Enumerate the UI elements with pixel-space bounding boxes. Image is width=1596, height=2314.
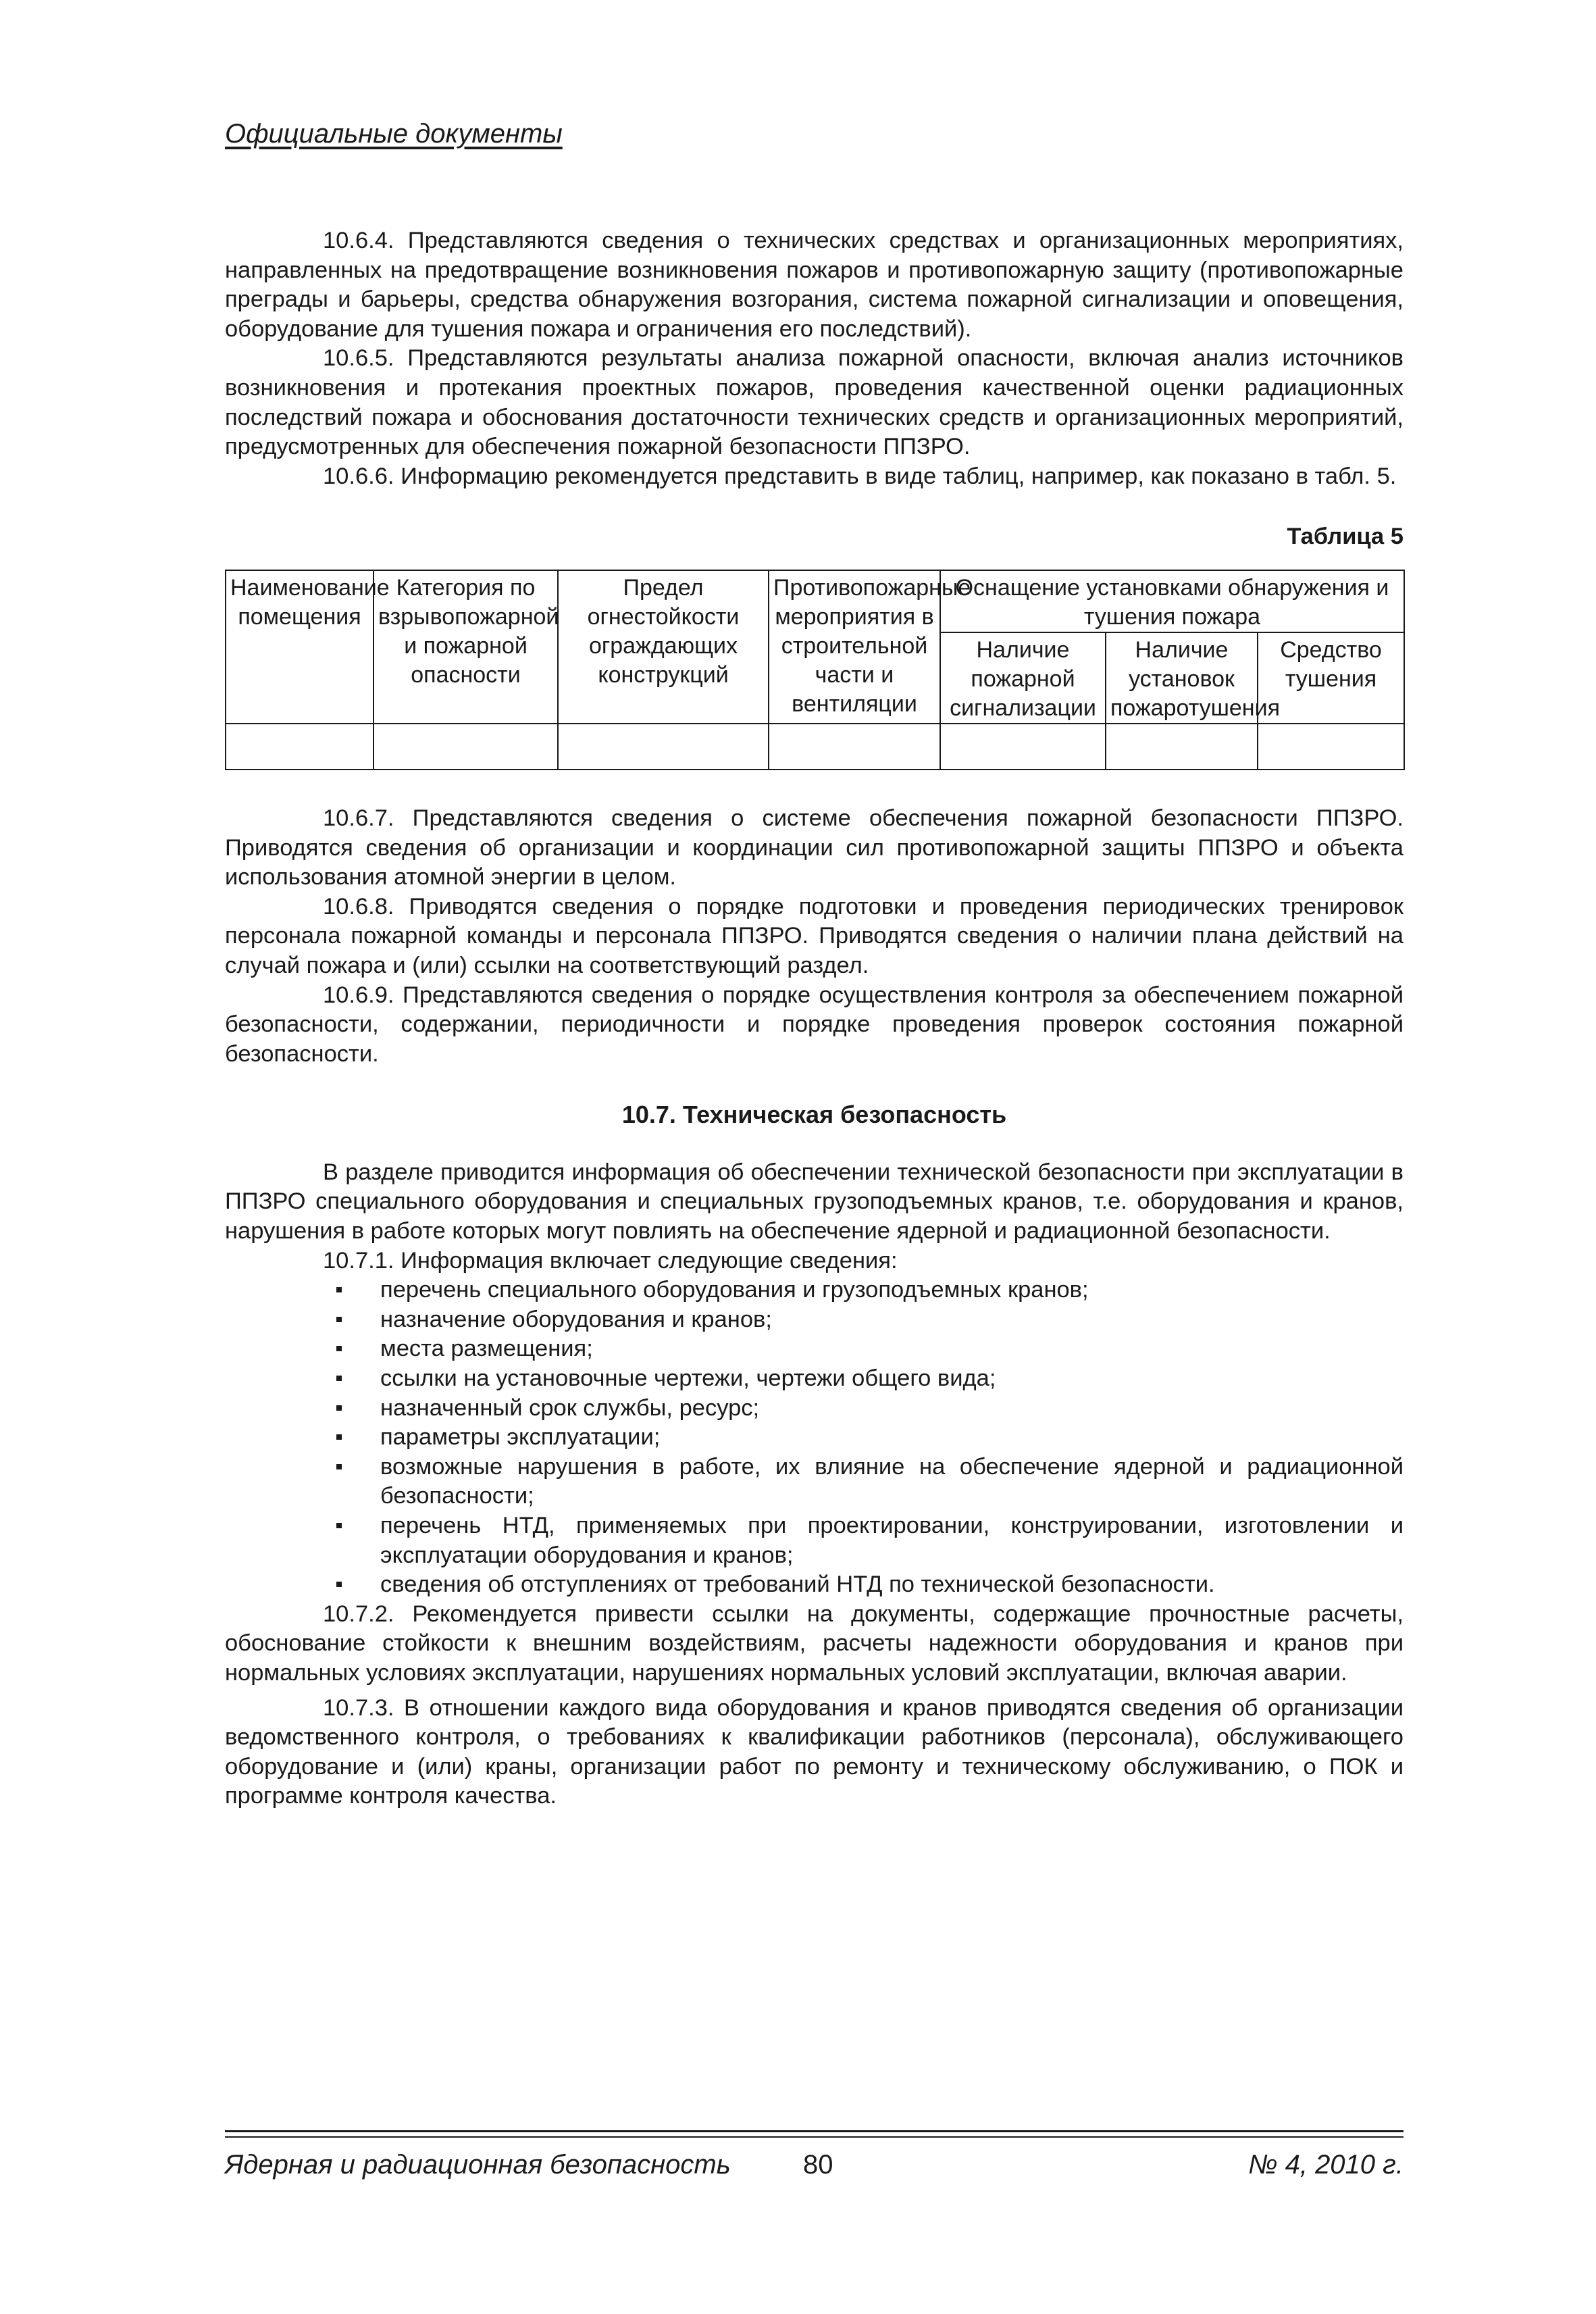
list-item: места размещения; <box>380 1334 1404 1364</box>
paragraph-10-6-8: 10.6.8. Приводятся сведения о порядке подготовки и проведения периодических тренировок персонала пожарной команды и персонала ППЗРО. Приводятся сведения о наличии плана действий на случай пожара и (или) ссылки на соответствующий раздел. <box>225 893 1404 978</box>
header-fire-measures: Противопожарные мероприятия в строительной части и вентиляции <box>769 570 940 724</box>
footer-rule <box>225 2130 1404 2138</box>
list-item: назначенный срок службы, ресурс; <box>380 1394 1404 1424</box>
table-cell <box>1258 724 1404 770</box>
list-item: перечень НТД, применяемых при проектировании, конструировании, изготовлении и эксплуатации оборудования и кранов; <box>380 1511 1404 1570</box>
issue-number: № 4, 2010 г. <box>1248 2150 1404 2180</box>
header-extinguishing-agent: Средство тушения <box>1258 632 1404 724</box>
paragraph-10-7-2: 10.7.2. Рекомендуется привести ссылки на документы, содержащие прочностные расчеты, обоснование стойкости к внешним воздействиям, расчеты надежности оборудования и кранов при нормальных условиях эксплуатации, нарушениях нормальных условий эксплуатации, включая аварии. <box>225 1601 1404 1686</box>
table-cell <box>374 724 558 770</box>
paragraph-10-6-6: 10.6.6. Информацию рекомендуется представить в виде таблиц, например, как показано в табл. 5. <box>323 463 1397 489</box>
paragraph-10-7-1: 10.7.1. Информация включает следующие сведения: <box>323 1247 898 1274</box>
table-cell <box>226 724 374 770</box>
header-fire-resistance: Предел огнестойкости ограждающих конструкций <box>558 570 769 724</box>
paragraph-10-7-3: 10.7.3. В отношении каждого вида оборудования и кранов приводятся сведения об организации ведомственного контроля, о требованиях к квалификации работников (персонала), обслуживающего оборудование и (или) краны, организации работ по ремонту и техническому обслуживанию, о ПОК и программе контроля качества. <box>225 1694 1404 1809</box>
header-fire-alarm: Наличие пожарной сигнализации <box>940 632 1106 724</box>
list-item: параметры эксплуатации; <box>380 1423 1404 1453</box>
running-header: Официальные документы <box>225 119 563 149</box>
header-extinguishing-installations: Наличие установок пожаротушения <box>1106 632 1258 724</box>
paragraph-10-6-4: 10.6.4. Представляются сведения о технических средствах и организационных мероприятиях, направленных на предотвращение возникновения пожаров и противопожарную защиту (противопожарные преграды и барьеры, средства обнаружения возгорания, система пожарной сигнализации и оповещения, оборудование для тушения пожара и ограничения его последствий). <box>225 228 1404 342</box>
table-caption: Таблица 5 <box>1287 524 1404 550</box>
list-item: ссылки на установочные чертежи, чертежи общего вида; <box>380 1364 1404 1394</box>
list-item: сведения об отступлениях от требований НТД по технической безопасности. <box>380 1570 1404 1600</box>
list-item: назначение оборудования и кранов; <box>380 1305 1404 1335</box>
table-cell <box>558 724 769 770</box>
table-row <box>226 724 1404 770</box>
header-hazard-category: Категория по взрывопожарной и пожарной опасности <box>374 570 558 724</box>
table-cell <box>1106 724 1258 770</box>
paragraphs-after-table <box>225 804 1404 1069</box>
header-room-name: Наименование помещения <box>226 570 374 724</box>
page-number: 80 <box>803 2150 833 2180</box>
list-item: возможные нарушения в работе, их влияние на обеспечение ядерной и радиационной безопасности; <box>380 1453 1404 1511</box>
section-title: 10.7. Техническая безопасность <box>621 1101 1007 1129</box>
journal-name: Ядерная и радиационная безопасность <box>225 2150 731 2180</box>
table-cell <box>769 724 940 770</box>
paragraph-10-6-9: 10.6.9. Представляются сведения о порядке осуществления контроля за обеспечением пожарной безопасности, содержании, периодичности и порядке проведения проверок состояния пожарной безопасности. <box>225 982 1404 1067</box>
paragraph-10-6-7: 10.6.7. Представляются сведения о системе обеспечения пожарной безопасности ППЗРО. Приводятся сведения об организации и координации сил противопожарной защиты ППЗРО и объекта использования атомной энергии в целом. <box>225 805 1404 890</box>
header-equipment-group: Оснащение установками обнаружения и тушения пожара <box>940 570 1404 632</box>
list-item: перечень специального оборудования и грузоподъемных кранов; <box>380 1276 1404 1305</box>
info-bullet-list <box>225 1276 1404 1600</box>
fire-safety-table <box>225 570 1405 770</box>
section-intro: В разделе приводится информация об обеспечении технической безопасности при эксплуатации в ППЗРО специального оборудования и специальных грузоподъемных кранов, т.е. оборудования и кранов, нарушения в работе которых могут повлиять на обеспечение ядерной и радиационной безопасности. <box>225 1159 1404 1244</box>
table-cell <box>940 724 1106 770</box>
page-content <box>225 226 1404 1811</box>
paragraph-10-6-5: 10.6.5. Представляются результаты анализа пожарной опасности, включая анализ источников возникновения и протекания проектных пожаров, проведения качественной оценки радиационных последствий пожара и обоснования достаточности технических средств и организационных мероприятий, предусмотренных для обеспечения пожарной безопасности ППЗРО. <box>225 345 1404 460</box>
